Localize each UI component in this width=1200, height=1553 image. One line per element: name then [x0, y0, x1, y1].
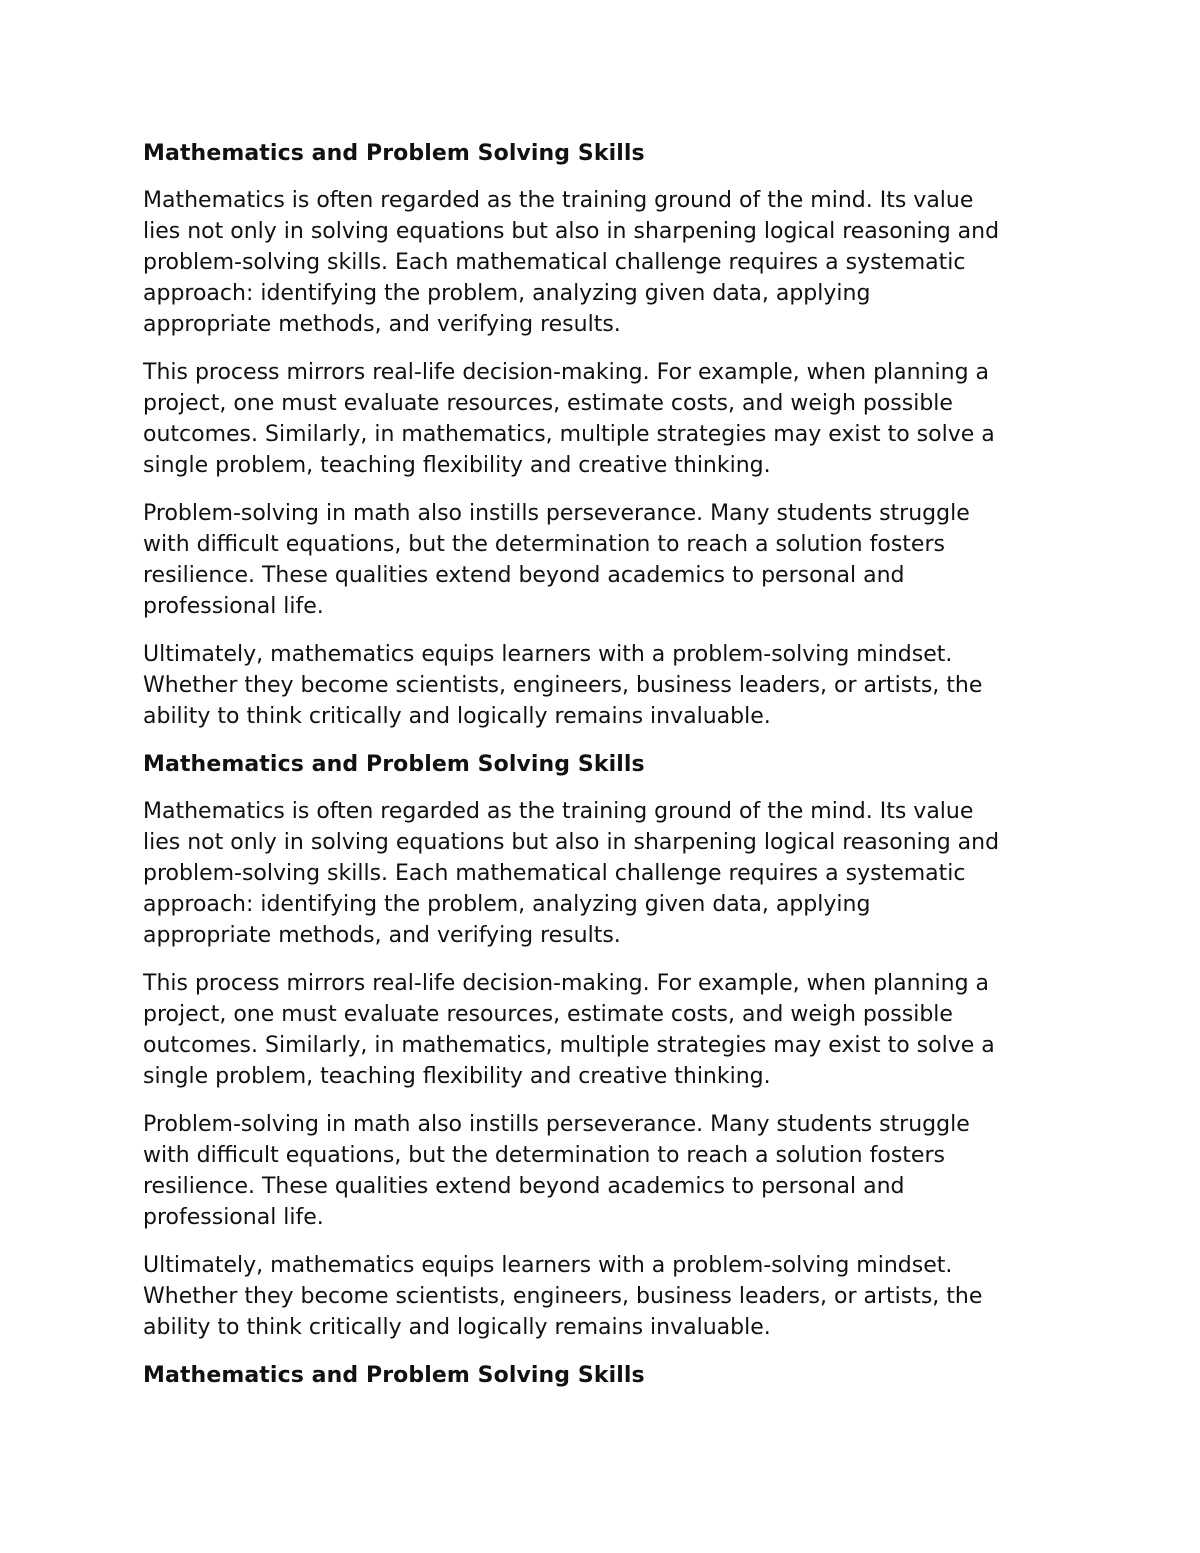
paragraph-line: appropriate methods, and verifying results.	[143, 923, 621, 948]
paragraph-line: This process mirrors real-life decision-making. For example, when planning a	[143, 360, 990, 385]
paragraph-line: resilience. These qualities extend beyond academics to personal and	[143, 1174, 905, 1199]
paragraph	[143, 1109, 1073, 1233]
paragraph	[143, 639, 1073, 732]
paragraph-line: professional life.	[143, 594, 324, 619]
paragraph-line: single problem, teaching flexibility and creative thinking.	[143, 453, 771, 478]
paragraph-line: lies not only in solving equations but also in sharpening logical reasoning and	[143, 219, 1000, 244]
document-section	[143, 749, 1073, 1343]
paragraph-line: project, one must evaluate resources, estimate costs, and weigh possible	[143, 391, 953, 416]
document-section	[143, 138, 1073, 732]
paragraph	[143, 1250, 1073, 1343]
paragraph-line: lies not only in solving equations but also in sharpening logical reasoning and	[143, 830, 1000, 855]
section-heading: Mathematics and Problem Solving Skills	[143, 752, 645, 777]
paragraph-line: Mathematics is often regarded as the training ground of the mind. Its value	[143, 799, 974, 824]
paragraph-line: Mathematics is often regarded as the training ground of the mind. Its value	[143, 188, 974, 213]
paragraph-line: approach: identifying the problem, analyzing given data, applying	[143, 281, 871, 306]
section-heading: Mathematics and Problem Solving Skills	[143, 1363, 645, 1388]
paragraph-line: Whether they become scientists, engineers, business leaders, or artists, the	[143, 673, 983, 698]
paragraph-line: Whether they become scientists, engineers, business leaders, or artists, the	[143, 1284, 983, 1309]
paragraph	[143, 185, 1073, 340]
paragraph-line: with difficult equations, but the determination to reach a solution fosters	[143, 1143, 945, 1168]
paragraph	[143, 796, 1073, 951]
paragraph	[143, 357, 1073, 481]
paragraph-line: ability to think critically and logically remains invaluable.	[143, 704, 771, 729]
paragraph-line: resilience. These qualities extend beyond academics to personal and	[143, 563, 905, 588]
paragraph	[143, 968, 1073, 1092]
paragraph-line: project, one must evaluate resources, estimate costs, and weigh possible	[143, 1002, 953, 1027]
document-body	[143, 138, 1073, 1407]
section-heading: Mathematics and Problem Solving Skills	[143, 141, 645, 166]
paragraph-line: problem-solving skills. Each mathematical challenge requires a systematic	[143, 861, 966, 886]
paragraph-line: professional life.	[143, 1205, 324, 1230]
paragraph-line: single problem, teaching flexibility and creative thinking.	[143, 1064, 771, 1089]
paragraph-line: approach: identifying the problem, analyzing given data, applying	[143, 892, 871, 917]
paragraph-line: appropriate methods, and verifying results.	[143, 312, 621, 337]
paragraph	[143, 498, 1073, 622]
paragraph-line: ability to think critically and logically remains invaluable.	[143, 1315, 771, 1340]
paragraph-line: This process mirrors real-life decision-making. For example, when planning a	[143, 971, 990, 996]
paragraph-line: problem-solving skills. Each mathematical challenge requires a systematic	[143, 250, 966, 275]
paragraph-line: with difficult equations, but the determination to reach a solution fosters	[143, 532, 945, 557]
document-section	[143, 1360, 1073, 1391]
paragraph-line: Ultimately, mathematics equips learners with a problem-solving mindset.	[143, 1253, 953, 1278]
paragraph-line: outcomes. Similarly, in mathematics, multiple strategies may exist to solve a	[143, 422, 995, 447]
paragraph-line: Problem-solving in math also instills perseverance. Many students struggle	[143, 1112, 970, 1137]
paragraph-line: Ultimately, mathematics equips learners with a problem-solving mindset.	[143, 642, 953, 667]
paragraph-line: outcomes. Similarly, in mathematics, multiple strategies may exist to solve a	[143, 1033, 995, 1058]
paragraph-line: Problem-solving in math also instills perseverance. Many students struggle	[143, 501, 970, 526]
